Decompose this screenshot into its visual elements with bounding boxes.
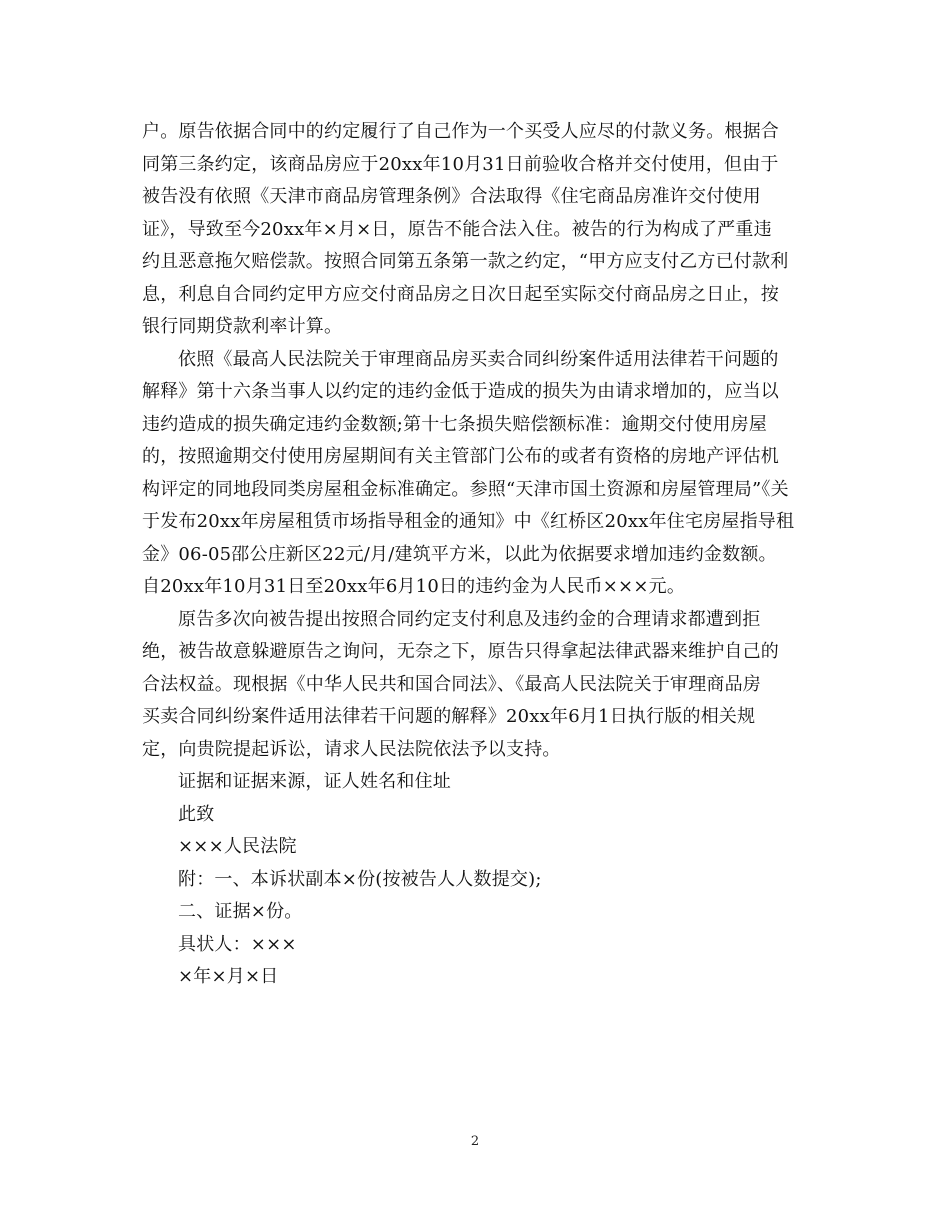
page-number: 2 — [470, 1134, 480, 1149]
paragraph-legal-basis — [142, 344, 812, 604]
text-line: 定，向贵院提起诉讼，请求人民法院依法予以支持。 — [142, 738, 561, 760]
text-line: 自20xx年10月31日至20xx年6月10日的违约金为人民币×××元。 — [142, 576, 686, 597]
text-line: 原告多次向被告提出按照合同约定支付利息及违约金的合理请求都遭到拒 — [178, 608, 761, 630]
text-line: 银行同期贷款利率计算。 — [142, 316, 343, 337]
salutation: 此致 — [178, 803, 215, 825]
attachment-evidence: 二、证据×份。 — [178, 901, 303, 922]
date-line: ×年×月×日 — [178, 966, 279, 987]
text-line: 户。原告依据合同中的约定履行了自己作为一个买受人应尽的付款义务。根据合 — [142, 121, 779, 142]
text-line: 违约造成的损失确定违约金数额;第十七条损失赔偿额标准：逾期交付使用房屋 — [142, 413, 768, 435]
text-line: 证》，导致至今20xx年×月×日，原告不能合法入住。被告的行为构成了严重违 — [142, 218, 772, 240]
text-line: 息，利息自合同约定甲方应交付商品房之日次日起至实际交付商品房之日止，按 — [142, 283, 779, 305]
court-name: ×××人民法院 — [178, 836, 297, 857]
signer-line: 具状人：××× — [178, 933, 297, 955]
text-line: 的，按照逾期交付使用房屋期间有关主管部门公布的或者有资格的房地产评估机 — [142, 446, 779, 467]
text-line: 于发布20xx年房屋租赁市场指导租金的通知》中《红桥区20xx年住宅房屋指导租 — [142, 511, 795, 532]
text-line: 依照《最高人民法院关于审理商品房买卖合同纠纷案件适用法律若干问题的 — [178, 348, 779, 370]
text-line: 买卖合同纠纷案件适用法律若干问题的解释》20xx年6月1日执行版的相关规 — [142, 706, 756, 727]
text-line: 金》06-05邵公庄新区22元/月/建筑平方米，以此为依据要求增加违约金数额。 — [142, 543, 777, 565]
paragraph-claim — [142, 604, 812, 767]
text-line: 合法权益。现根据《中华人民共和国合同法》、《最高人民法院关于审理商品房 — [142, 673, 761, 695]
text-line: 绝，被告故意躲避原告之询问，无奈之下，原告只得拿起法律武器来维护自己的 — [142, 641, 779, 662]
text-line: 同第三条约定，该商品房应于20xx年10月31日前验收合格并交付使用，但由于 — [142, 153, 779, 175]
paragraph-contract-breach — [142, 116, 812, 344]
evidence-line: 证据和证据来源，证人姓名和住址 — [178, 771, 451, 792]
document-body — [142, 116, 812, 994]
text-line: 解释》第十六条当事人以约定的违约金低于造成的损失为由请求增加的，应当以 — [142, 381, 779, 402]
text-line: 被告没有依照《天津市商品房管理条例》合法取得《住宅商品房准许交付使用 — [142, 186, 761, 207]
attachment-copies: 附：一、本诉状副本×份(按被告人人数提交); — [178, 868, 542, 890]
text-line: 构评定的同地段同类房屋租金标准确定。参照“天津市国土资源和房屋管理局”《关 — [142, 478, 789, 500]
text-line: 约且恶意拖欠赔偿款。按照合同第五条第一款之约定，“甲方应支付乙方已付款利 — [142, 251, 789, 272]
